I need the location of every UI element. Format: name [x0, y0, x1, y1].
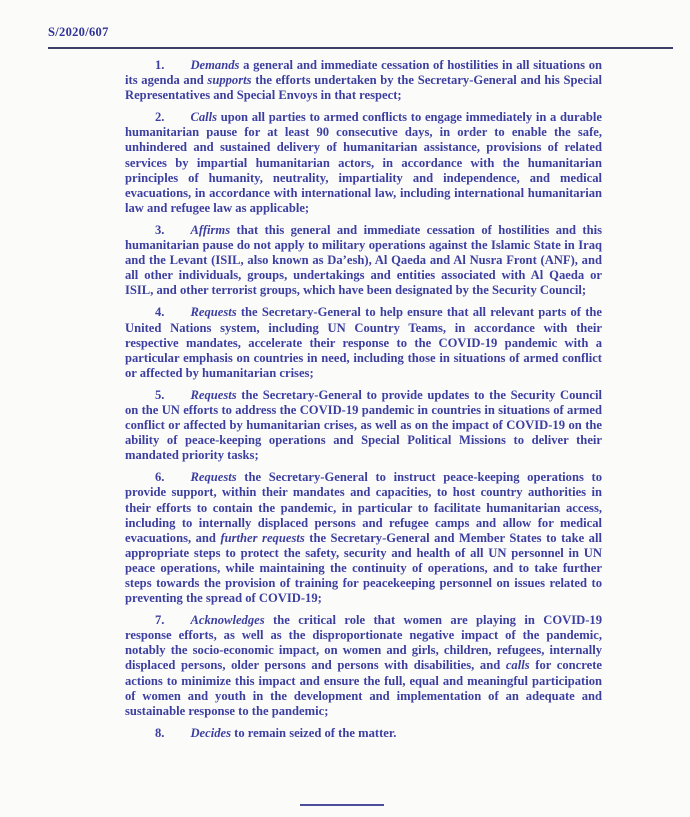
paragraph-text: the Secretary-General to provide updates to the Security Council on the UN efforts to address the COVID-19 pandemic in countries in situations of armed conflict or affected by humanitarian crises, as well as on the impact of COVID-19 on the ability of peace-keeping operations and Special Political Missions to deliver their mandated priority tasks;	[125, 387, 602, 463]
paragraph-number: 5.	[155, 387, 165, 402]
paragraph-text: the Secretary-General to instruct peace-keeping operations to provide support, within their mandates and capacities, to host country authorities in their efforts to contain the pandemic, in particular to facilitate humanitarian access, including to internally displaced persons and refugee camps and allow for medical evacuations, and	[125, 470, 602, 545]
paragraph-text: the Secretary-General to help ensure that all relevant parts of the United Nations system, including UN Country Teams, in accordance with their respective mandates, accelerate their response to the COVID-19 pandemic with a particular emphasis on countries in need, including those in situations of armed conflict or affected by humanitarian crises;	[125, 305, 602, 380]
paragraph-number: 6.	[155, 470, 165, 485]
paragraph-text: the critical role that women are playing in COVID-19 response efforts, as well as the disproportionate negative impact of the pandemic, notably the socio-economic impact, on women and girls, children, refugees, internally displaced persons, older persons and persons with disabilities, and	[125, 613, 602, 673]
paragraph-text: to remain seized of the matter.	[231, 725, 397, 740]
operative-verb: further requests	[220, 530, 305, 545]
resolution-paragraph	[125, 388, 602, 463]
operative-verb: Decides	[190, 725, 232, 740]
operative-verb: supports	[207, 73, 252, 88]
operative-verb: Requests	[190, 470, 237, 485]
paragraph-text: for concrete actions to minimize this impact and ensure the full, equal and meaningful participation of women and youth in the development and implementation of an adequate and sustainable response to the pandemic;	[125, 658, 602, 718]
paragraph-number: 4.	[155, 305, 165, 320]
paragraph-number: 2.	[155, 110, 165, 125]
paragraph-text: that this general and immediate cessation of hostilities and this humanitarian pause do not apply to military operations against the Islamic State in Iraq and the Levant (ISIL, also known as Da’esh), Al Qaeda and Al Nusra Front (ANF), and all other individuals, groups, undertakings and entities associated with Al Qaeda or ISIL, and other terrorist groups, which have been designated by the Security Council;	[125, 222, 602, 298]
resolution-paragraphs	[125, 58, 602, 748]
document-symbol: S/2020/607	[48, 25, 109, 39]
paragraph-number: 7.	[155, 613, 165, 628]
operative-verb: calls	[505, 658, 530, 673]
end-divider	[300, 804, 384, 806]
operative-verb: Demands	[190, 58, 240, 72]
operative-verb: Requests	[190, 305, 237, 320]
paragraph-number: 8.	[155, 725, 165, 740]
operative-verb: Acknowledges	[190, 613, 265, 628]
resolution-paragraph	[125, 110, 602, 216]
paragraph-text: upon all parties to armed conflicts to engage immediately in a durable humanitarian pause for at least 90 consecutive days, in order to enable the safe, unhindered and sustained delivery of humanitarian assistance, provisions of related services by impartial humanitarian actors, in accordance with the humanitarian principles of humanity, neutrality, impartiality and independence, and medical evacuations, in accordance with international law, including international humanitarian law and refugee law as applicable;	[125, 110, 602, 215]
operative-verb: Requests	[190, 387, 237, 402]
paragraph-number: 3.	[155, 222, 165, 237]
resolution-paragraph	[125, 58, 602, 103]
resolution-paragraph	[125, 726, 602, 741]
paragraph-number: 1.	[155, 58, 165, 72]
paragraph-text: a general and immediate cessation of hostilities in all situations on its agenda and	[125, 58, 602, 88]
header-divider	[48, 47, 673, 49]
resolution-paragraph	[125, 613, 602, 719]
paragraph-text: the efforts undertaken by the Secretary-General and his Special Representatives and Special Envoys in that respect;	[125, 73, 602, 103]
resolution-paragraph	[125, 223, 602, 298]
paragraph-text: the Secretary-General and Member States to take all appropriate steps to protect the safety, security and health of all UN personnel in UN peace operations, while maintaining the continuity of operations, and to take further steps towards the provision of training for peacekeeping personnel on issues related to preventing the spread of COVID-19;	[125, 530, 602, 606]
operative-verb: Affirms	[190, 222, 231, 237]
operative-verb: Calls	[190, 110, 218, 125]
resolution-paragraph	[125, 305, 602, 380]
resolution-paragraph	[125, 470, 602, 606]
